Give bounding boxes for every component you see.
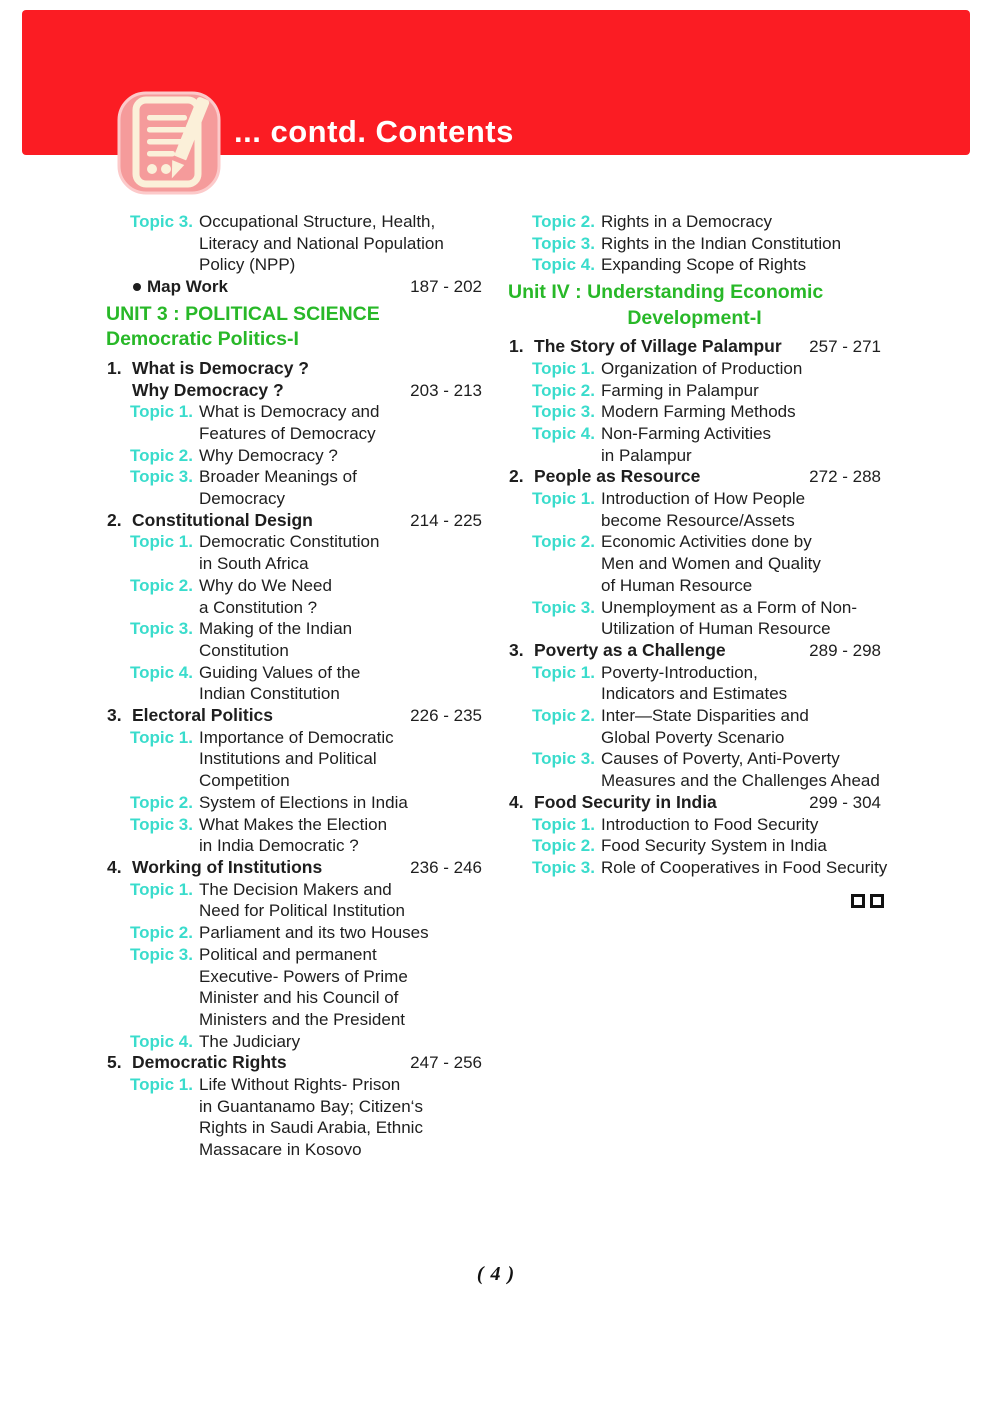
topic-label: Topic 2. xyxy=(130,575,193,595)
end-square-icon xyxy=(851,894,865,908)
topic-text xyxy=(199,922,482,944)
topic-text-line: Economic Activities done by xyxy=(601,532,812,552)
topic-text xyxy=(601,662,881,705)
topic-entry xyxy=(106,814,482,857)
topic-text-line: Indicators and Estimates xyxy=(601,684,788,704)
topic-text-line: Competition xyxy=(199,771,290,791)
topic-text-line: Introduction to Food Security xyxy=(601,814,819,834)
chapter-number: 2. xyxy=(509,466,524,487)
topic-text xyxy=(601,380,881,402)
topic-text-line: Modern Farming Methods xyxy=(601,402,796,422)
chapter-title xyxy=(534,336,782,358)
topic-label: Topic 1. xyxy=(532,814,595,834)
topic-text-line: Measures and the Challenges Ahead xyxy=(601,771,880,791)
page-range: 187 - 202 xyxy=(410,277,482,297)
topic-entry xyxy=(106,879,482,922)
topic-text-line: Making of the Indian xyxy=(199,619,353,639)
topic-entry xyxy=(106,211,482,276)
topic-label: Topic 4. xyxy=(532,255,595,275)
topic-label: Topic 2. xyxy=(130,792,193,812)
chapter-entry xyxy=(508,640,881,662)
topic-entry xyxy=(106,1031,482,1053)
topic-text-line: What Makes the Election xyxy=(199,814,388,834)
topic-text xyxy=(199,662,482,705)
topic-text xyxy=(199,401,482,444)
topic-entry xyxy=(508,211,881,233)
topic-text-line: Massacare in Kosovo xyxy=(199,1140,362,1160)
page-range: 214 - 225 xyxy=(410,510,482,530)
topic-label: Topic 3. xyxy=(130,212,193,231)
topic-entry xyxy=(106,727,482,792)
topic-text-line: Role of Cooperatives in Food Security xyxy=(601,857,888,877)
chapter-title-line: Working of Institutions xyxy=(132,856,323,877)
topic-entry xyxy=(106,618,482,661)
topic-text xyxy=(601,488,881,531)
topic-entry xyxy=(508,857,888,879)
topic-entry xyxy=(106,531,482,574)
topic-text-line: Parliament and its two Houses xyxy=(199,923,429,943)
topic-text-line: Non-Farming Activities xyxy=(601,423,772,443)
topic-text-line: Guiding Values of the xyxy=(199,662,361,682)
topic-text xyxy=(601,233,881,255)
topic-text xyxy=(199,445,482,467)
topic-text xyxy=(199,531,482,574)
unit-heading-line: Unit IV : Understanding Economic xyxy=(508,281,824,304)
topic-text-line: Organization of Production xyxy=(601,358,803,378)
topic-entry xyxy=(508,662,881,705)
chapter-number: 1. xyxy=(107,357,122,378)
topic-text-line: What is Democracy and xyxy=(199,402,380,422)
topic-label: Topic 3. xyxy=(532,597,595,617)
topic-entry xyxy=(106,445,482,467)
topic-text-line: Inter—State Disparities and xyxy=(601,706,809,726)
page-range: 272 - 288 xyxy=(809,467,881,487)
topic-label: Topic 2. xyxy=(130,445,193,465)
bullet-label: Map Work xyxy=(147,277,228,297)
topic-text-line: Rights in the Indian Constitution xyxy=(601,233,842,253)
chapter-number: 4. xyxy=(509,791,524,812)
topic-text xyxy=(601,748,881,791)
topic-label: Topic 3. xyxy=(532,749,595,769)
topic-label: Topic 1. xyxy=(130,532,193,552)
topic-text-line: Indian Constitution xyxy=(199,684,340,704)
topic-entry xyxy=(508,814,881,836)
topic-label: Topic 4. xyxy=(130,662,193,682)
topic-text-line: Food Security System in India xyxy=(601,836,827,856)
topic-entry xyxy=(508,358,881,380)
topic-text xyxy=(199,211,482,276)
topic-text xyxy=(601,857,887,879)
topic-text-line: Institutions and Political xyxy=(199,749,377,769)
end-square-icon xyxy=(870,894,884,908)
topic-label: Topic 1. xyxy=(130,727,193,747)
topic-text xyxy=(199,466,482,509)
topic-text-line: Unemployment as a Form of Non- xyxy=(601,597,858,617)
topic-label: Topic 3. xyxy=(532,233,595,253)
topic-text-line: in India Democratic ? xyxy=(199,836,359,856)
topic-label: Topic 2. xyxy=(532,380,595,400)
chapter-title-line: The Story of Village Palampur xyxy=(534,336,782,357)
topic-entry xyxy=(508,531,881,596)
topic-text xyxy=(601,531,881,596)
topic-entry xyxy=(106,792,482,814)
toc-column-left xyxy=(106,211,482,1161)
chapter-title xyxy=(132,857,322,879)
chapter-entry xyxy=(106,1052,482,1074)
topic-text xyxy=(601,254,881,276)
topic-text xyxy=(199,814,482,857)
chapter-entry xyxy=(508,792,881,814)
chapter-title xyxy=(132,1052,287,1074)
topic-label: Topic 1. xyxy=(130,879,193,899)
topic-entry xyxy=(508,835,881,857)
topic-text-line: Global Poverty Scenario xyxy=(601,727,785,747)
page-range: 236 - 246 xyxy=(410,857,482,877)
topic-text xyxy=(199,792,482,814)
topic-text-line: System of Elections in India xyxy=(199,792,408,812)
topic-text xyxy=(199,944,482,1031)
topic-text-line: Expanding Scope of Rights xyxy=(601,255,807,275)
bullet-entry xyxy=(106,276,482,298)
chapter-title xyxy=(132,510,313,532)
topic-text-line: Rights in a Democracy xyxy=(601,212,773,231)
chapter-title xyxy=(534,792,717,814)
topic-entry xyxy=(508,705,881,748)
topic-label: Topic 2. xyxy=(130,923,193,943)
page-range: 247 - 256 xyxy=(410,1053,482,1073)
topic-text-line: Utilization of Human Resource xyxy=(601,619,831,639)
topic-text-line: Men and Women and Quality xyxy=(601,554,821,574)
chapter-title xyxy=(534,640,726,662)
topic-text-line: become Resource/Assets xyxy=(601,510,795,530)
unit-heading-line: Development-I xyxy=(627,306,762,329)
topic-text xyxy=(601,211,881,233)
topic-text-line: Executive- Powers of Prime xyxy=(199,966,408,986)
topic-text-line: Why Democracy ? xyxy=(199,445,338,465)
page-range: 289 - 298 xyxy=(809,640,881,660)
chapter-title-line: Food Security in India xyxy=(534,791,717,812)
topic-text-line: Features of Democracy xyxy=(199,423,376,443)
chapter-number: 1. xyxy=(509,336,524,357)
topic-entry xyxy=(508,380,881,402)
topic-text-line: in Palampur xyxy=(601,445,692,465)
chapter-title xyxy=(132,358,309,401)
page-title: ... contd. Contents xyxy=(234,114,514,149)
topic-label: Topic 3. xyxy=(532,402,595,422)
topic-text xyxy=(199,618,482,661)
page-range: 299 - 304 xyxy=(809,792,881,812)
chapter-entry xyxy=(106,358,482,401)
topic-text-line: Literacy and National Population xyxy=(199,233,444,253)
topic-text xyxy=(199,1031,482,1053)
topic-text-line: Occupational Structure, Health, xyxy=(199,212,436,231)
topic-label: Topic 1. xyxy=(532,358,595,378)
page-range: 203 - 213 xyxy=(410,380,482,400)
page-range: 226 - 235 xyxy=(410,706,482,726)
chapter-title xyxy=(534,466,700,488)
topic-text-line: a Constitution ? xyxy=(199,597,318,617)
chapter-entry xyxy=(106,705,482,727)
page-range: 257 - 271 xyxy=(809,337,881,357)
topic-label: Topic 3. xyxy=(532,857,595,877)
unit-heading-line: UNIT 3 : POLITICAL SCIENCE xyxy=(106,302,380,325)
topic-text-line: Rights in Saudi Arabia, Ethnic xyxy=(199,1118,423,1138)
topic-entry xyxy=(508,423,881,466)
topic-text-line: Introduction of How People xyxy=(601,489,806,509)
topic-entry xyxy=(106,922,482,944)
chapter-number: 2. xyxy=(107,509,122,530)
topic-entry xyxy=(106,401,482,444)
topic-text xyxy=(601,705,881,748)
topic-text-line: in South Africa xyxy=(199,554,309,574)
topic-label: Topic 3. xyxy=(130,467,193,487)
chapter-number: 5. xyxy=(107,1052,122,1073)
topic-text-line: Democratic Constitution xyxy=(199,532,380,552)
topic-entry xyxy=(106,466,482,509)
topic-text-line: Policy (NPP) xyxy=(199,255,296,275)
topic-label: Topic 3. xyxy=(130,944,193,964)
topic-entry xyxy=(508,488,881,531)
topic-text xyxy=(199,727,482,792)
chapter-number: 4. xyxy=(107,856,122,877)
topic-text-line: Democracy xyxy=(199,489,285,509)
topic-entry xyxy=(508,748,881,791)
topic-label: Topic 1. xyxy=(532,489,595,509)
topic-text-line: Constitution xyxy=(199,640,289,660)
unit-heading xyxy=(106,302,482,353)
topic-text-line: Poverty-Introduction, xyxy=(601,662,758,682)
topic-label: Topic 4. xyxy=(130,1031,193,1051)
topic-label: Topic 1. xyxy=(532,662,595,682)
topic-entry xyxy=(106,662,482,705)
chapter-entry xyxy=(106,857,482,879)
chapter-title xyxy=(132,705,273,727)
topic-text-line: Political and permanent xyxy=(199,944,377,964)
topic-text-line: Ministers and the President xyxy=(199,1009,405,1029)
chapter-title-line: Constitutional Design xyxy=(132,509,313,530)
topic-label: Topic 1. xyxy=(130,402,193,422)
topic-text xyxy=(199,1074,482,1161)
topic-text-line: in Guantanamo Bay; Citizen‘s xyxy=(199,1096,423,1116)
chapter-title-line: Poverty as a Challenge xyxy=(534,639,726,660)
topic-text-line: of Human Resource xyxy=(601,575,753,595)
topic-text xyxy=(601,835,881,857)
topic-label: Topic 3. xyxy=(130,619,193,639)
chapter-title-line: Why Democracy ? xyxy=(132,379,284,400)
topic-entry xyxy=(508,233,881,255)
chapter-entry xyxy=(106,510,482,532)
toc-column-right xyxy=(508,211,888,879)
chapter-title-line: People as Resource xyxy=(534,466,701,487)
topic-text-line: Importance of Democratic xyxy=(199,727,394,747)
topic-text xyxy=(199,879,482,922)
unit-heading-line: Democratic Politics-I xyxy=(106,328,299,351)
topic-text-line: Causes of Poverty, Anti-Poverty xyxy=(601,749,840,769)
topic-entry xyxy=(508,401,881,423)
topic-label: Topic 1. xyxy=(130,1075,193,1095)
topic-text-line: Why do We Need xyxy=(199,575,332,595)
chapter-entry xyxy=(508,336,881,358)
bullet-icon xyxy=(133,276,147,291)
topic-text xyxy=(601,423,881,466)
topic-text-line: Life Without Rights- Prison xyxy=(199,1075,401,1095)
chapter-title-line: What is Democracy ? xyxy=(132,357,309,378)
topic-entry xyxy=(508,254,881,276)
topic-entry xyxy=(106,1074,482,1161)
chapter-title-line: Electoral Politics xyxy=(132,705,274,726)
unit-heading xyxy=(508,280,881,331)
topic-text xyxy=(601,401,881,423)
topic-label: Topic 3. xyxy=(130,814,193,834)
topic-text-line: The Judiciary xyxy=(199,1031,301,1051)
topic-label: Topic 4. xyxy=(532,423,595,443)
topic-entry xyxy=(106,575,482,618)
topic-text-line: Farming in Palampur xyxy=(601,380,759,400)
topic-text-line: Need for Political Institution xyxy=(199,901,405,921)
topic-text xyxy=(601,814,881,836)
topic-label: Topic 2. xyxy=(532,836,595,856)
document-pencil-icon xyxy=(116,90,222,196)
topic-entry xyxy=(508,597,881,640)
chapter-number: 3. xyxy=(107,705,122,726)
topic-text xyxy=(601,358,881,380)
topic-label: Topic 2. xyxy=(532,212,595,231)
topic-text-line: Minister and his Council of xyxy=(199,988,399,1008)
topic-text xyxy=(199,575,482,618)
topic-text-line: The Decision Makers and xyxy=(199,879,392,899)
topic-label: Topic 2. xyxy=(532,706,595,726)
end-of-contents-squares xyxy=(851,894,884,908)
chapter-title-line: Democratic Rights xyxy=(132,1052,287,1073)
topic-text-line: Broader Meanings of xyxy=(199,467,357,487)
topic-entry xyxy=(106,944,482,1031)
topic-text xyxy=(601,597,881,640)
page-number: ( 4 ) xyxy=(476,1263,516,1285)
topic-label: Topic 2. xyxy=(532,532,595,552)
chapter-number: 3. xyxy=(509,639,524,660)
chapter-entry xyxy=(508,466,881,488)
